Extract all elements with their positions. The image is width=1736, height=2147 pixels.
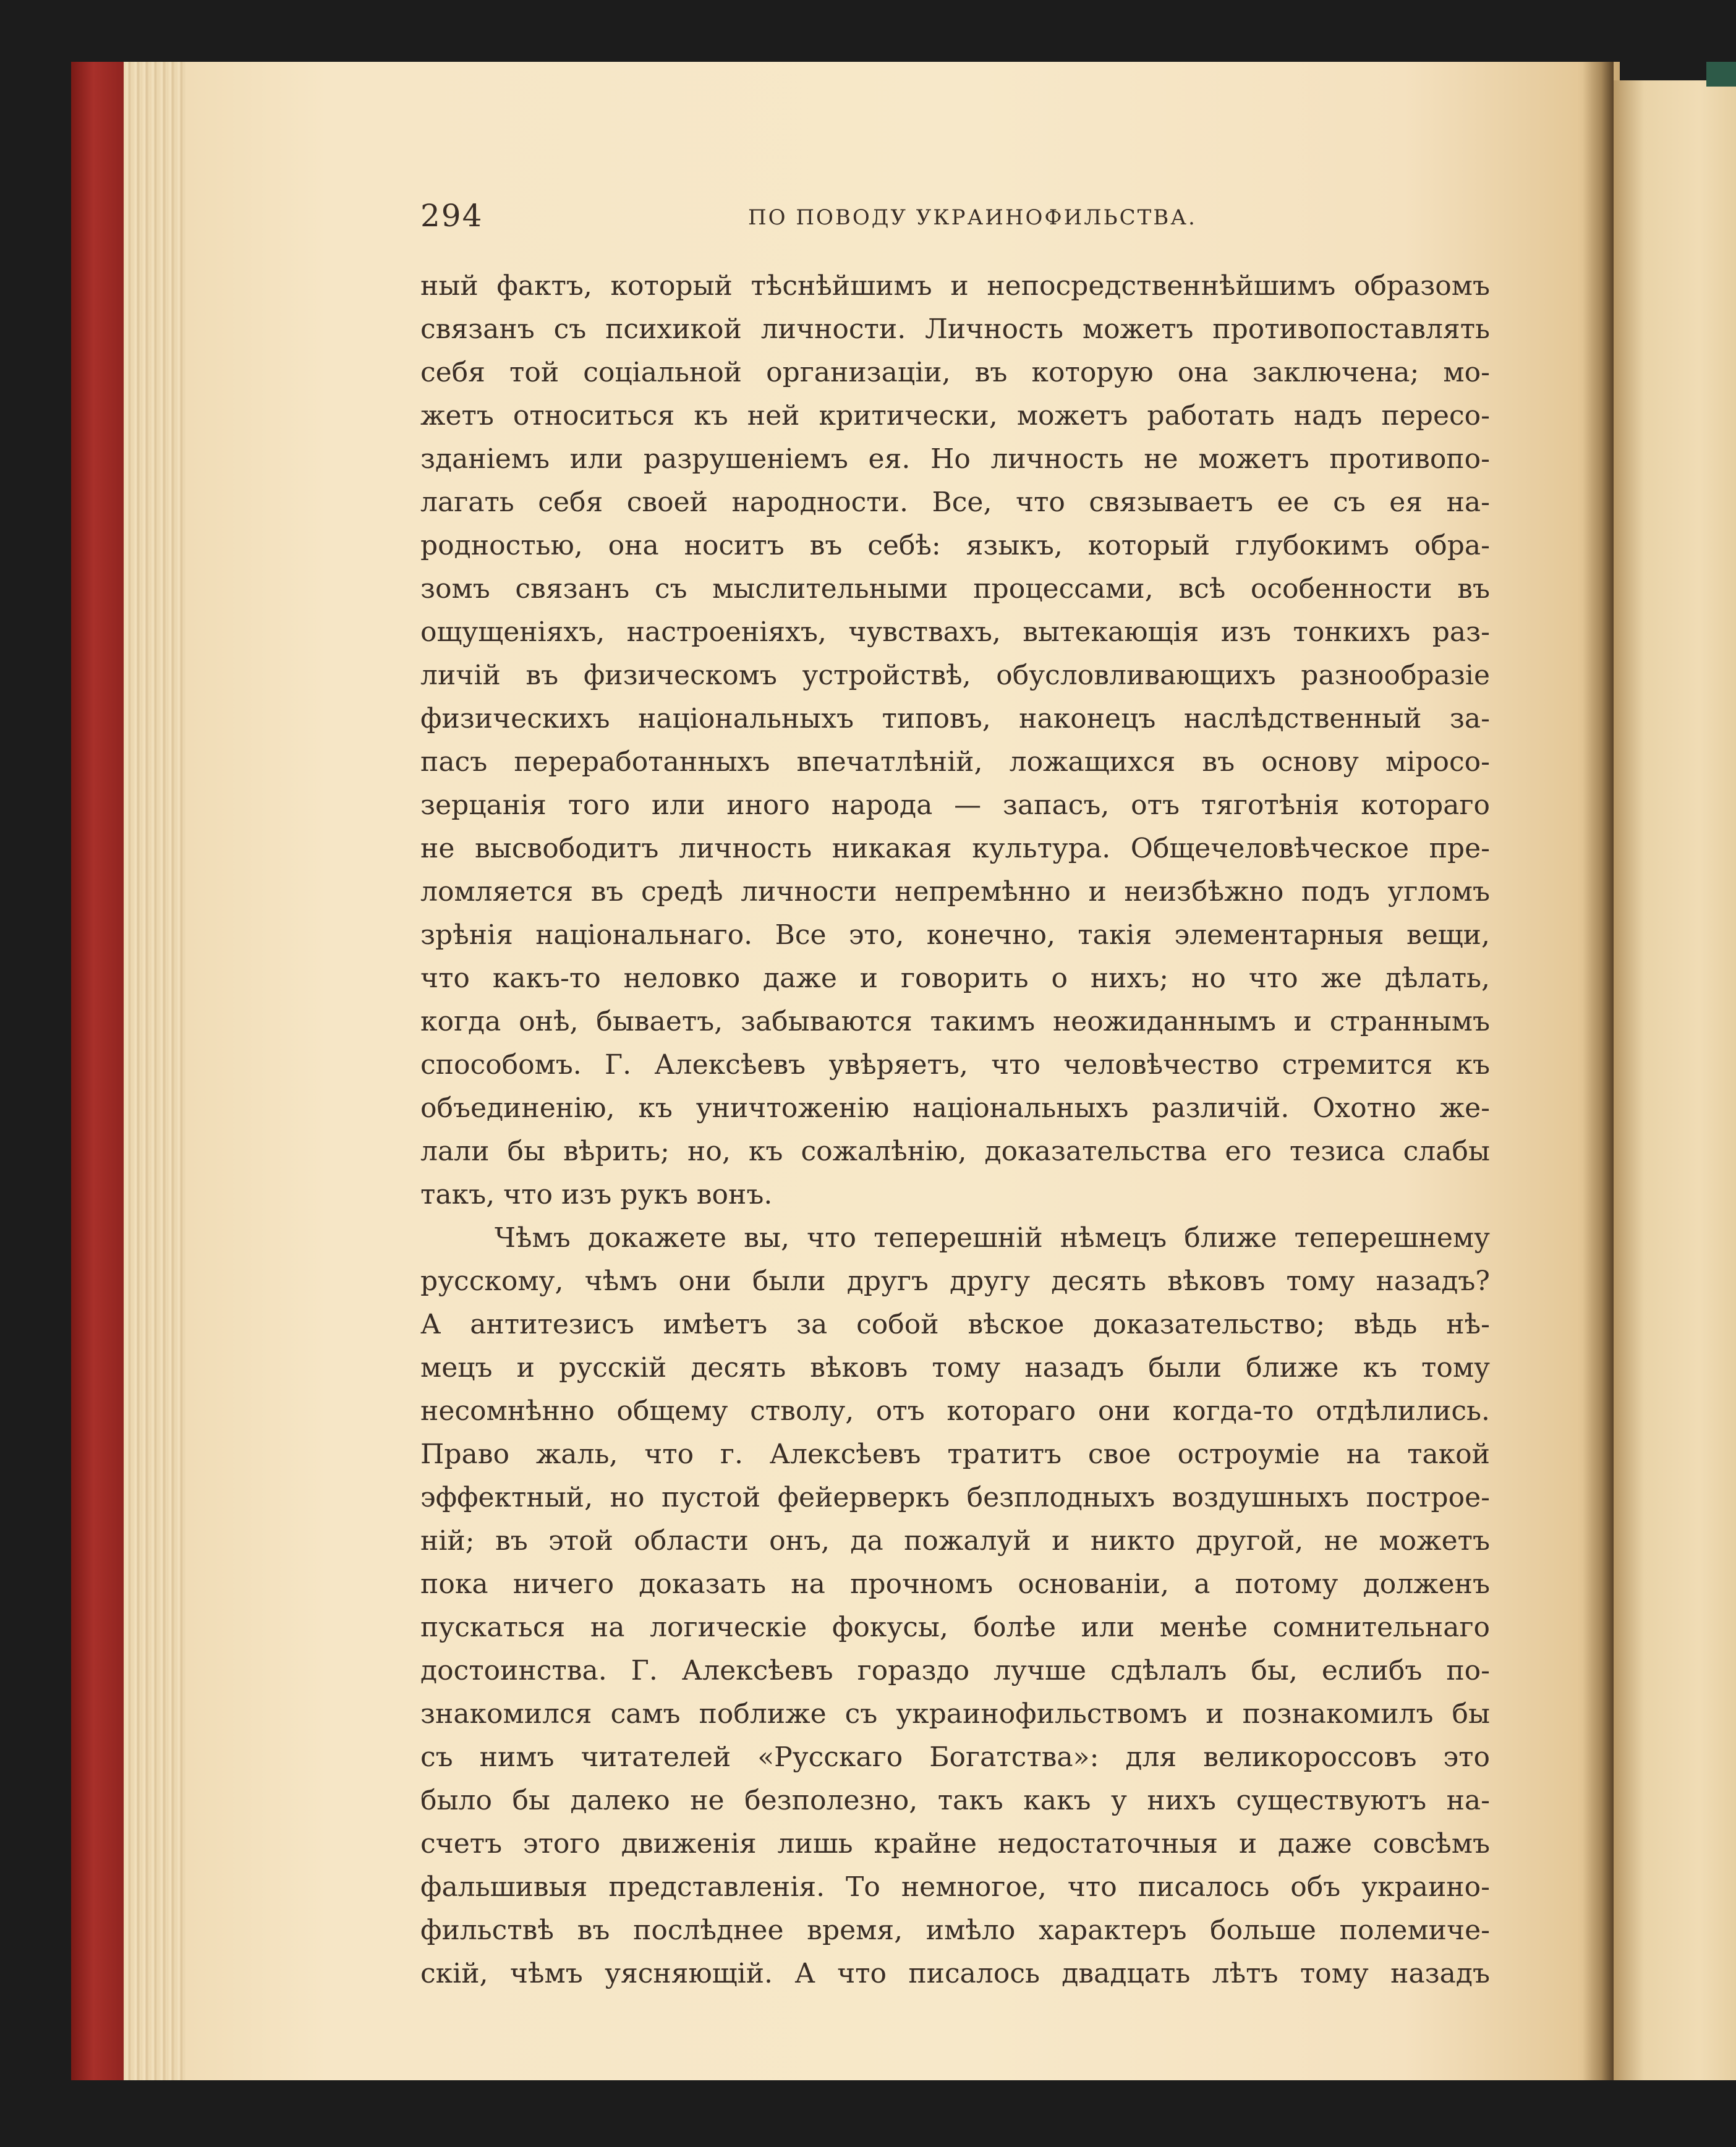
text-line: зрѣнія національнаго. Все это, конечно, такія элементарныя вещи, (420, 919, 1490, 951)
text-line: зерцанія того или иного народа — запасъ, отъ тяготѣнія котораго (420, 789, 1490, 821)
text-line: знакомился самъ поближе съ украинофильствомъ и познакомилъ бы (420, 1698, 1490, 1730)
text-line: несомнѣнно общему стволу, отъ котораго они когда-то отдѣлились. (420, 1395, 1490, 1427)
text-line: не высвободитъ личность никакая культура. Общечеловѣческое пре- (420, 833, 1490, 864)
text-line: физическихъ національныхъ типовъ, наконецъ наслѣдственный за- (420, 703, 1490, 734)
text-line: ломляется въ средѣ личности непремѣнно и неизбѣжно подъ угломъ (420, 876, 1490, 908)
text-line: родностью, она носитъ въ себѣ: языкъ, который глубокимъ обра- (420, 530, 1490, 561)
text-line: зданіемъ или разрушеніемъ ея. Но личность не можетъ противопо- (420, 443, 1490, 475)
page-number: 294 (420, 198, 483, 234)
text-line: пасъ переработанныхъ впечатлѣній, ложащихся въ основу міросо- (420, 746, 1490, 778)
text-line: достоинства. Г. Алексѣевъ гораздо лучше сдѣлалъ бы, еслибъ по- (420, 1655, 1490, 1686)
paragraph-1 (420, 265, 1490, 1217)
text-line: что какъ-то неловко даже и говорить о нихъ; но что же дѣлать, (420, 963, 1490, 994)
text-line: эффектный, но пустой фейерверкъ безплодныхъ воздушныхъ построе- (420, 1482, 1490, 1513)
text-line: А антитезисъ имѣетъ за собой вѣское доказательство; вѣдь нѣ- (420, 1309, 1490, 1340)
running-title: ПО ПОВОДУ УКРАИНОФИЛЬСТВА. (748, 205, 1197, 230)
text-line: зомъ связанъ съ мыслительными процессами, всѣ особенности въ (420, 573, 1490, 605)
text-line: лали бы вѣрить; но, къ сожалѣнію, доказательства его тезиса слабы (420, 1136, 1490, 1167)
text-line: съ нимъ читателей «Русскаго Богатства»: для великороссовъ это (420, 1741, 1490, 1773)
page-text (420, 198, 1490, 1996)
text-line: личій въ физическомъ устройствѣ, обусловливающихъ разнообразіе (420, 660, 1490, 691)
running-head (420, 198, 1490, 235)
text-line: русскому, чѣмъ они были другъ другу десять вѣковъ тому назадъ? (420, 1265, 1490, 1297)
text-line: Чѣмъ докажете вы, что теперешній нѣмецъ ближе теперешнему (495, 1222, 1490, 1254)
text-line: пока ничего доказать на прочномъ основаніи, а потому долженъ (420, 1568, 1490, 1600)
text-line: себя той соціальной организаціи, въ которую она заключена; мо- (420, 357, 1490, 388)
text-line: скій, чѣмъ уясняющій. А что писалось двадцать лѣтъ тому назадъ (420, 1958, 1490, 1989)
paragraph-2 (420, 1217, 1490, 1996)
text-line: ный фактъ, который тѣснѣйшимъ и непосредственнѣйшимъ образомъ (420, 270, 1490, 302)
book-cover-left (71, 62, 127, 2080)
text-line: когда онѣ, бываетъ, забываются такимъ неожиданнымъ и страннымъ (420, 1006, 1490, 1037)
text-line: счетъ этого движенія лишь крайне недостаточныя и даже совсѣмъ (420, 1828, 1490, 1860)
text-line: ній; въ этой области онъ, да пожалуй и никто другой, не можетъ (420, 1525, 1490, 1557)
text-line: связанъ съ психикой личности. Личность можетъ противопоставлять (420, 313, 1490, 345)
text-line: было бы далеко не безполезно, такъ какъ у нихъ существуютъ на- (420, 1785, 1490, 1816)
text-line: ощущеніяхъ, настроеніяхъ, чувствахъ, вытекающія изъ тонкихъ раз- (420, 616, 1490, 648)
text-line: фальшивыя представленія. То немногое, что писалось объ украино- (420, 1871, 1490, 1903)
book-gutter (1583, 62, 1614, 2080)
text-line: мецъ и русскій десять вѣковъ тому назадъ были ближе къ тому (420, 1352, 1490, 1384)
text-line: объединенію, къ уничтоженію національныхъ различій. Охотно же- (420, 1092, 1490, 1124)
text-line: фильствѣ въ послѣднее время, имѣло характеръ больше полемиче- (420, 1915, 1490, 1946)
text-line: жетъ относиться къ ней критически, можетъ работать надъ пересо- (420, 400, 1490, 432)
text-line: способомъ. Г. Алексѣевъ увѣряетъ, что человѣчество стремится къ (420, 1049, 1490, 1081)
facing-page (1614, 80, 1736, 2080)
text-line: такъ, что изъ рукъ вонъ. (420, 1179, 773, 1210)
facing-cover-edge (1706, 62, 1736, 87)
text-line: лагать себя своей народности. Все, что связываетъ ее съ ея на- (420, 487, 1490, 518)
text-line: Право жаль, что г. Алексѣевъ тратитъ свое остроуміе на такой (420, 1439, 1490, 1470)
text-line: пускаться на логическіе фокусы, болѣе или менѣе сомнительнаго (420, 1612, 1490, 1643)
